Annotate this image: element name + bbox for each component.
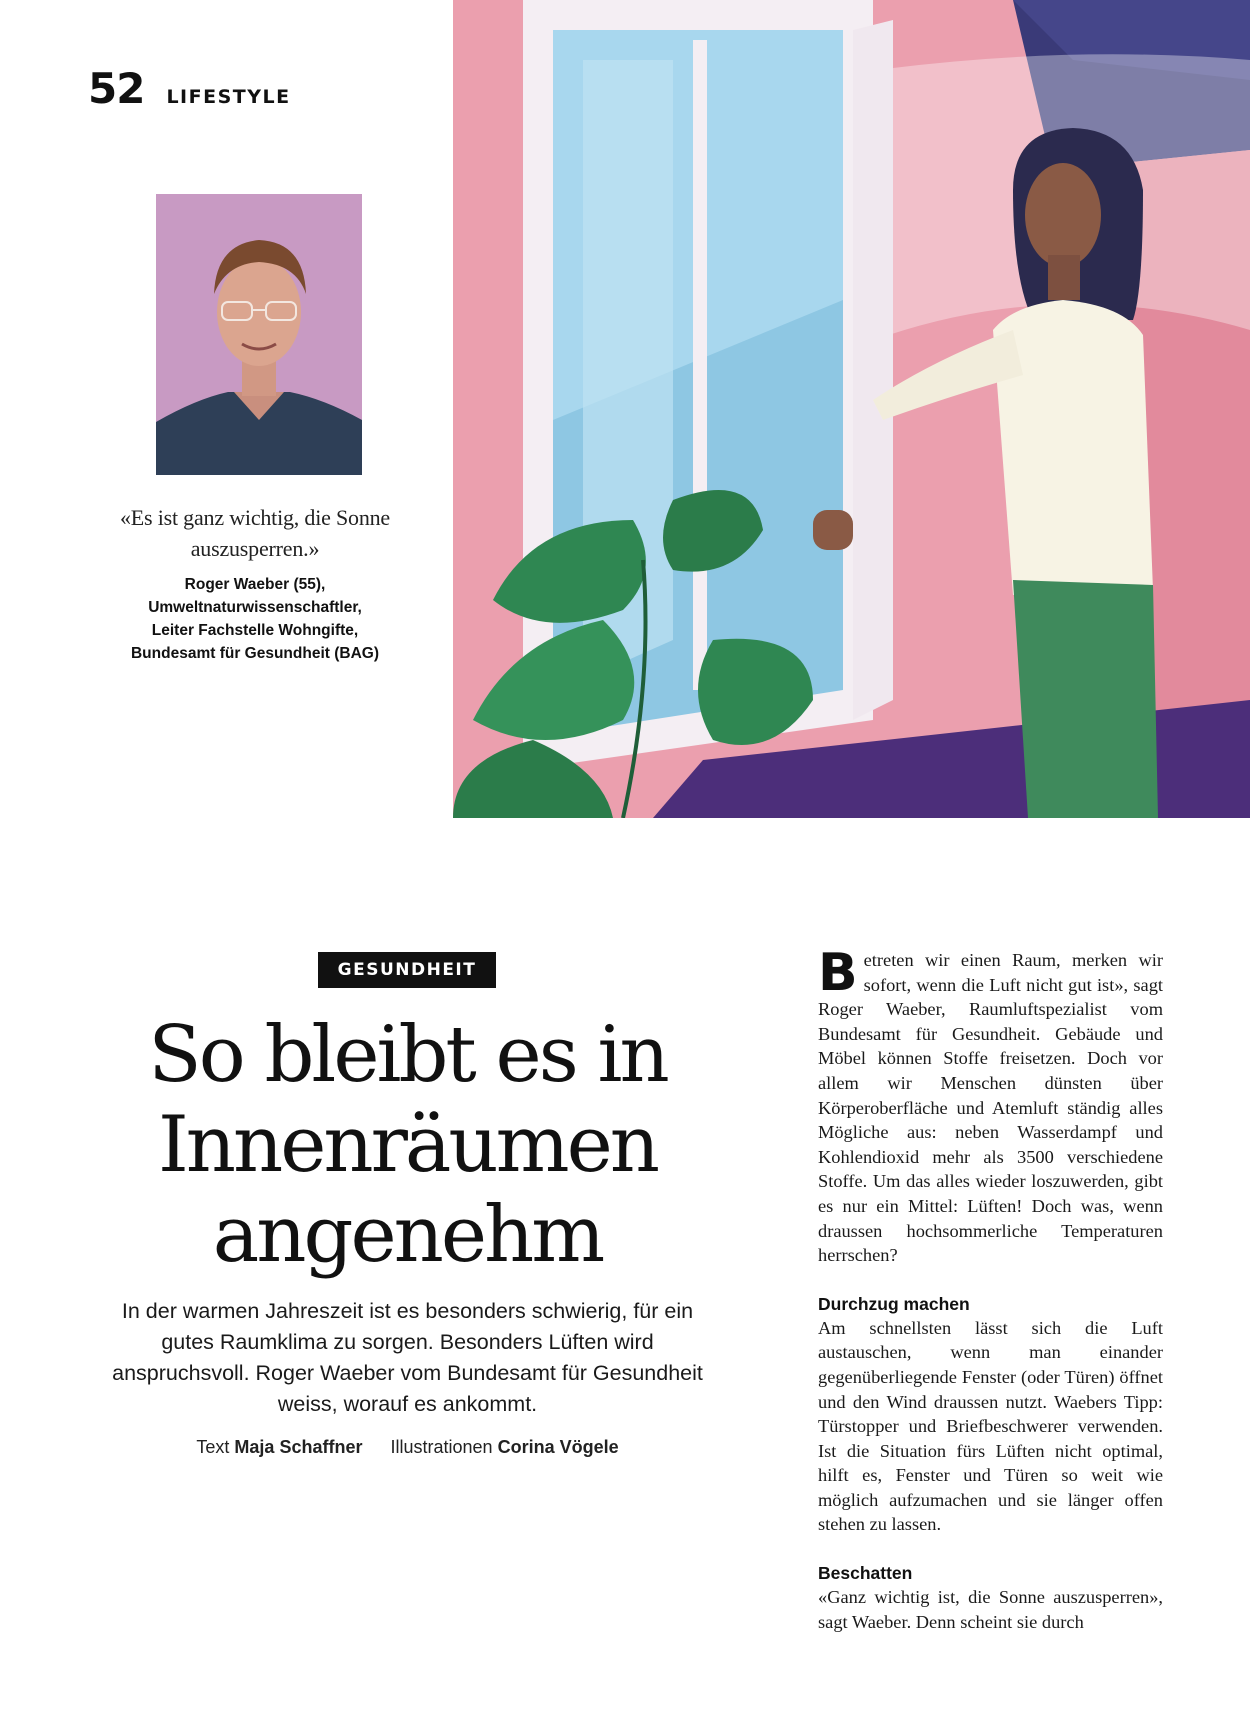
credit-line: Umweltnaturwissenschaftler, bbox=[148, 599, 362, 616]
credit-line: Leiter Fachstelle Wohngifte, bbox=[151, 622, 359, 639]
pull-quote: «Es ist ganz wichtig, die Sonne auszusperren.» bbox=[120, 505, 390, 561]
body-paragraph: Am schnellsten lässt sich die Luft austauschen, wenn man einander gegenüberliegende Fenster (oder Türen) öffnet und den Wind draussen nutzt. Waebers Tipp: Türstopper und Briefbeschwerer verwenden. Ist die Situation fürs Lüften nicht optimal, hilft es, Fenster und Türen so weit wie möglich aufzumachen und sie länger offen stehen zu lassen. bbox=[818, 1317, 1163, 1535]
byline-author: Maja Schaffner bbox=[234, 1437, 363, 1457]
credit-line: Roger Waeber (55), bbox=[184, 576, 326, 593]
drop-cap: B bbox=[818, 943, 858, 1003]
byline-illustration-label: Illustrationen bbox=[390, 1437, 493, 1457]
body-paragraph bbox=[818, 943, 1163, 1268]
topic-badge: GESUNDHEIT bbox=[318, 952, 496, 988]
page-header bbox=[88, 64, 291, 113]
page-number: 52 bbox=[88, 64, 145, 113]
hero-illustration bbox=[453, 0, 1250, 818]
body-text: etreten wir einen Raum, merken wir sofort, wenn die Luft nicht gut ist», sagt Roger Waeber, Raumluftspezialist vom Bundesamt für Gesundheit. Gebäude und Möbel können Stoffe freisetzen. Doch vor allem wir Menschen dünsten über Körperoberfläche und Atemluft ständig alles Mögliche aus: neben Wasserdampf und Kohlendioxid mehr als 3500 verschiedene Stoffe. Um das alles wieder loszuwerden, gibt es nur ein Mittel: Lüften! Doch was, wenn draussen hochsommerliche Temperaturen herrschen? bbox=[818, 950, 1163, 1266]
byline-text-label: Text bbox=[196, 1437, 230, 1457]
article-body bbox=[818, 943, 1163, 1634]
body-paragraph: «Ganz wichtig ist, die Sonne auszusperren», sagt Waeber. Denn scheint sie durch bbox=[818, 1587, 1163, 1632]
headline: So bleibt es in Innenräumen angenehm bbox=[148, 1010, 667, 1280]
quote-credit bbox=[100, 573, 410, 665]
section-name: LIFESTYLE bbox=[166, 86, 291, 108]
portrait-photo bbox=[156, 194, 362, 475]
byline-illustrator: Corina Vögele bbox=[497, 1437, 619, 1457]
subheading: Beschatten bbox=[818, 1563, 913, 1584]
lead-paragraph: In der warmen Jahreszeit ist es besonders schwierig, für ein gutes Raumklima zu sorgen. Besonders Lüften wird anspruchsvoll. Roger Waeber vom Bundesamt für Gesundheit weiss, worauf es ankommt. bbox=[112, 1299, 703, 1416]
credit-line: Bundesamt für Gesundheit (BAG) bbox=[130, 645, 379, 662]
subheading: Durchzug machen bbox=[818, 1293, 970, 1314]
byline bbox=[110, 1437, 705, 1458]
